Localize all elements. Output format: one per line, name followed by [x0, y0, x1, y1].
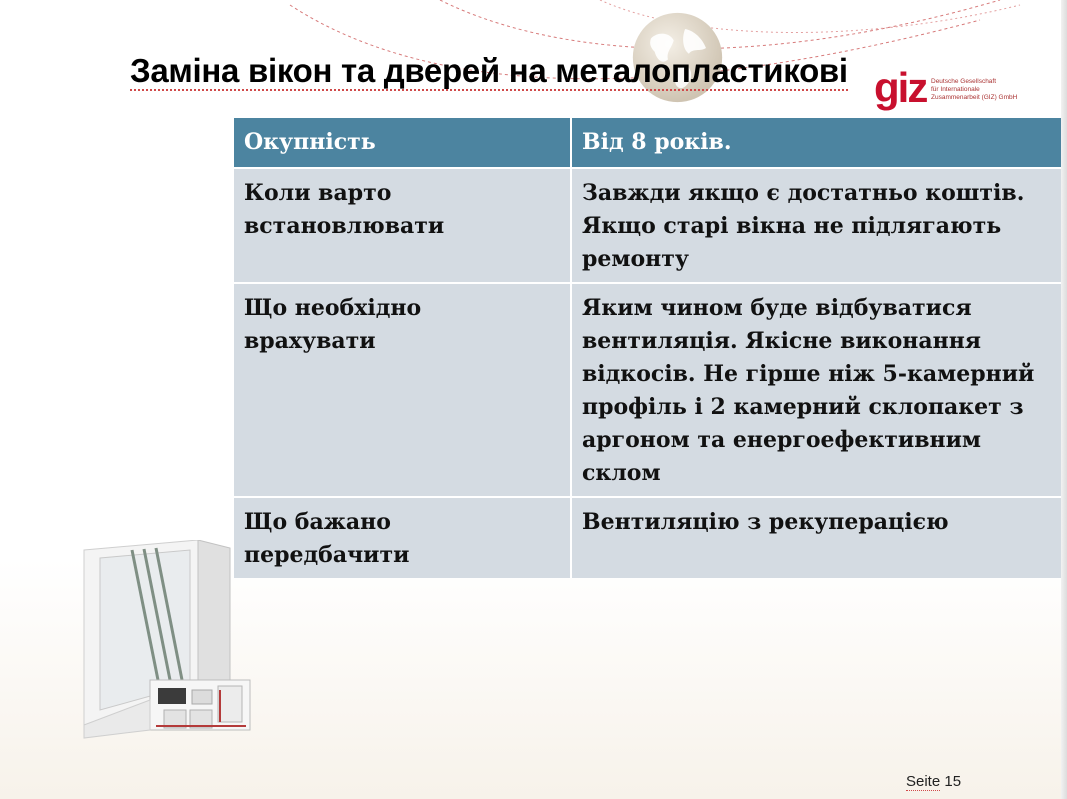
row-label-cell: [234, 497, 571, 578]
table-header-row: [234, 118, 1065, 168]
row-value-line: відкосів. Не гірше ніж 5-камерний: [582, 361, 1035, 387]
slide-title: [130, 52, 848, 90]
row-value-cell: [571, 168, 1065, 283]
window-profile-image: [80, 540, 275, 740]
right-edge-shadow: [1061, 0, 1067, 799]
giz-logo-line: für Internationale: [931, 86, 980, 93]
row-label-cell: [234, 168, 571, 283]
giz-logo-line: Zusammenarbeit (GIZ) GmbH: [931, 94, 1018, 101]
info-table: [234, 118, 1065, 578]
row-label-line: встановлювати: [244, 213, 445, 239]
giz-logo: [874, 64, 1034, 114]
row-label-line: Коли варто: [244, 180, 392, 206]
header-cell-label: Окупність: [234, 118, 571, 168]
row-label-line: врахувати: [244, 328, 376, 354]
table-row: [234, 283, 1065, 497]
page-number: [906, 773, 961, 790]
row-value-line: ремонту: [582, 246, 689, 272]
page-number-value: 15: [944, 773, 962, 790]
row-label-cell: [234, 283, 571, 497]
table-row: [234, 168, 1065, 283]
row-label-line: передбачити: [244, 542, 410, 568]
giz-logo-mark: giz: [874, 64, 927, 111]
row-value-cell: [571, 283, 1065, 497]
row-value-line: профіль і 2 камерний склопакет з: [582, 394, 1024, 420]
row-value-line: вентиляція. Якісне виконання: [582, 328, 982, 354]
header-cell-value: Від 8 років.: [571, 118, 1065, 168]
giz-logo-text: [931, 78, 1041, 102]
row-value-line: Яким чином буде відбуватися: [582, 295, 972, 321]
slide-title-text: Заміна вікон та дверей на металопластикові: [130, 52, 848, 89]
row-value-line: Якщо старі вікна не підлягають: [582, 213, 1002, 239]
giz-logo-line: Deutsche Gesellschaft: [931, 78, 997, 85]
table-row: [234, 497, 1065, 578]
row-value-line: аргоном та енергоефективним: [582, 427, 982, 453]
row-value-line: склом: [582, 460, 661, 486]
row-value-cell: [571, 497, 1065, 578]
row-label-line: Що бажано: [244, 509, 391, 535]
row-label-line: Що необхідно: [244, 295, 422, 321]
row-value-line: Вентиляцію з рекуперацією: [582, 509, 949, 535]
page-label: Seite: [906, 773, 941, 790]
row-value-line: Завжди якщо є достатньо коштів.: [582, 180, 1025, 206]
